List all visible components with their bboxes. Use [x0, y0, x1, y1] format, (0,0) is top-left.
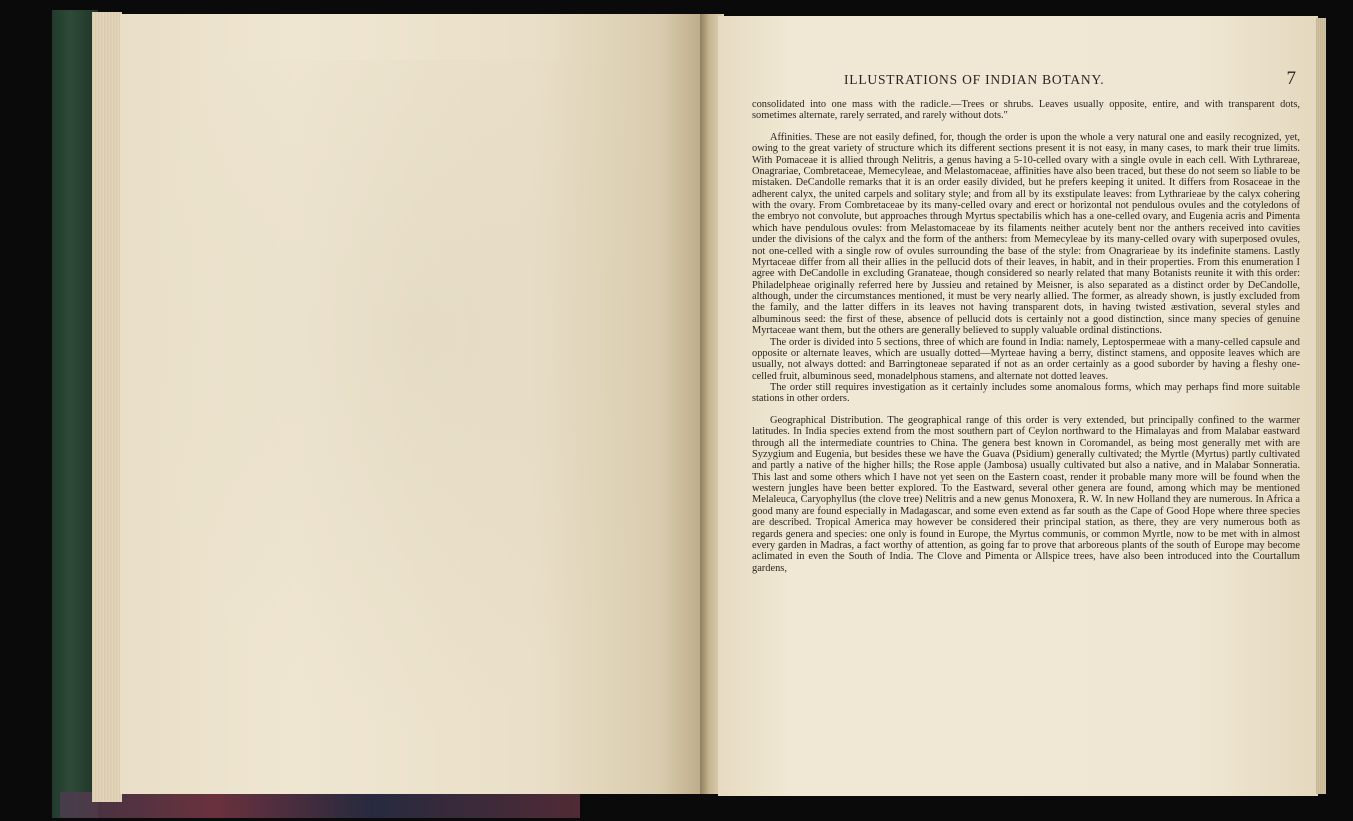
book-cover-marbling: [60, 792, 580, 818]
left-page-bleed-through: [150, 60, 670, 740]
paragraph-continuation: consolidated into one mass with the radicle.—Trees or shrubs. Leaves usually opposite, entire, and with transparent dots, sometimes alternate, rarely serrated, and rarely without dots.": [752, 99, 1300, 122]
paragraph-investigation: The order still requires investigation as it certainly includes some anomalous forms, which may perhaps find more suitable stations in other orders.: [752, 382, 1300, 405]
body-text: [752, 99, 1300, 574]
page-number: 7: [1286, 68, 1296, 89]
paragraph-geographical-distribution: Geographical Distribution. The geographical range of this order is very extended, but principally confined to the warmer latitudes. In India species extend from the most southern part of Ceylon northward to the Himalayas and from Malabar eastward through all the intermediate countries to China. The genera best known in Coromandel, as being most generally met with are Syzygium and Eugenia, but besides these we have the Guava (Psidium) generally cultivated; the Myrtle (Myrtus) partly cultivated and partly a native of the higher hills; the Rose apple (Jambosa) usually cultivated but also a native, and in Malabar Sonneratia. This last and some others which I have not yet seen on the Eastern coast, render it probable many more will be found when the western jungles have been better explored. To the Eastward, several other genera are found, among which may be mentioned Melaleuca, Caryophyllus (the clove tree) Nelitris and a new genus Monoxera, R. W. In new Holland they are numerous. In Africa a good many are found especially in Madagascar, and some even extend as far south as the Cape of Good Hope where three species are described. Tropical America may however be considered their principal station, as there, they are very numerous both as regards genera and species: one only is found in Europe, the Myrtus communis, or common Myrtle, now to be met with in almost every garden in Madras, a fact worthy of attention, as going far to prove that arboreous plants of the south of Europe may become aclimated in even the South of India. The Clove and Pimenta or Allspice trees, have also been introduced into the Courtallum gardens,: [752, 414, 1300, 574]
right-page-stack: [1316, 18, 1326, 794]
page-header: [752, 68, 1300, 94]
running-head: ILLUSTRATIONS OF INDIAN BOTANY.: [844, 72, 1105, 87]
paragraph-affinities: Affinities. These are not easily defined, for, though the order is upon the whole a very natural one and easily recognized, yet, owing to the great variety of structure which its different sections present it is not easy, in many cases, to mark their true limits. With Pomaceae it is allied through Nelitris, a genus having a 5-10-celled ovary with a single ovule in each cell. With Lythrareae, Onagrariae, Combretaceae, Memecyleae, and Melastomaceae, affinities have also been traced, but these do not seem so liable to be mistaken. DeCandolle remarks that it is an order easily divided, but he prefers keeping it united. It differs from Rosaceae in the adherent calyx, the united carpels and solitary style; and from all by its exstipulate leaves: from Lythrarieae by the calyx cohering with the ovary. From Combretaceae by its many-celled ovary and erect or horizontal not pendulous ovules and the cotyledons of the embryo not convolute, but approaches through Myrtus spectabilis which has a one-celled ovary, and Eugenia acris and Pimenta which have pendulous ovules: from Melastomaceae by its filaments neither acutely bent nor the anthers received into cavities under the divisions of the calyx and the form of the anthers: from Memecyleae by its many-celled ovary with superposed ovules, not one-celled with a single row of ovules surrounding the base of the style: from Onagrarieae by its indefinite stamens. Lastly Myrtaceae differ from all their allies in the pellucid dots of their leaves, in habit, and in their properties. From this enumeration I agree with DeCandolle in excluding Granateae, though considered so nearly related that many Botanists reunite it with this order: Philadelpheae originally referred here by Jussieu and retained by Meisner, is also separated as a distinct order by DeCandolle, although, under the circumstances mentioned, it must be very nearly allied. The former, as already shown, is justly excluded from the family, and the latter differs in its leaves not having transparent dots, in having twisted æstivation, several styles and albuminous seed: the first of these, absence of pellucid dots is certainly not a good distinction, since many species of genuine Myrtaceae want them, but the others are generally believed to supply valuable ordinal distinctions.: [752, 131, 1300, 337]
paragraph-sections: The order is divided into 5 sections, three of which are found in India: namely, Leptospermeae with a many-celled capsule and opposite or alternate leaves, which are usually dotted—Myrteae having a berry, distinct stamens, and opposite leaves which are usually, not always dotted: and Barringtoneae separated if not as an order certainly as a good suborder by having a fleshy one-celled fruit, albuminous seed, monadelphous stamens, and alternate not dotted leaves.: [752, 336, 1300, 382]
left-page-stack: [92, 12, 122, 802]
